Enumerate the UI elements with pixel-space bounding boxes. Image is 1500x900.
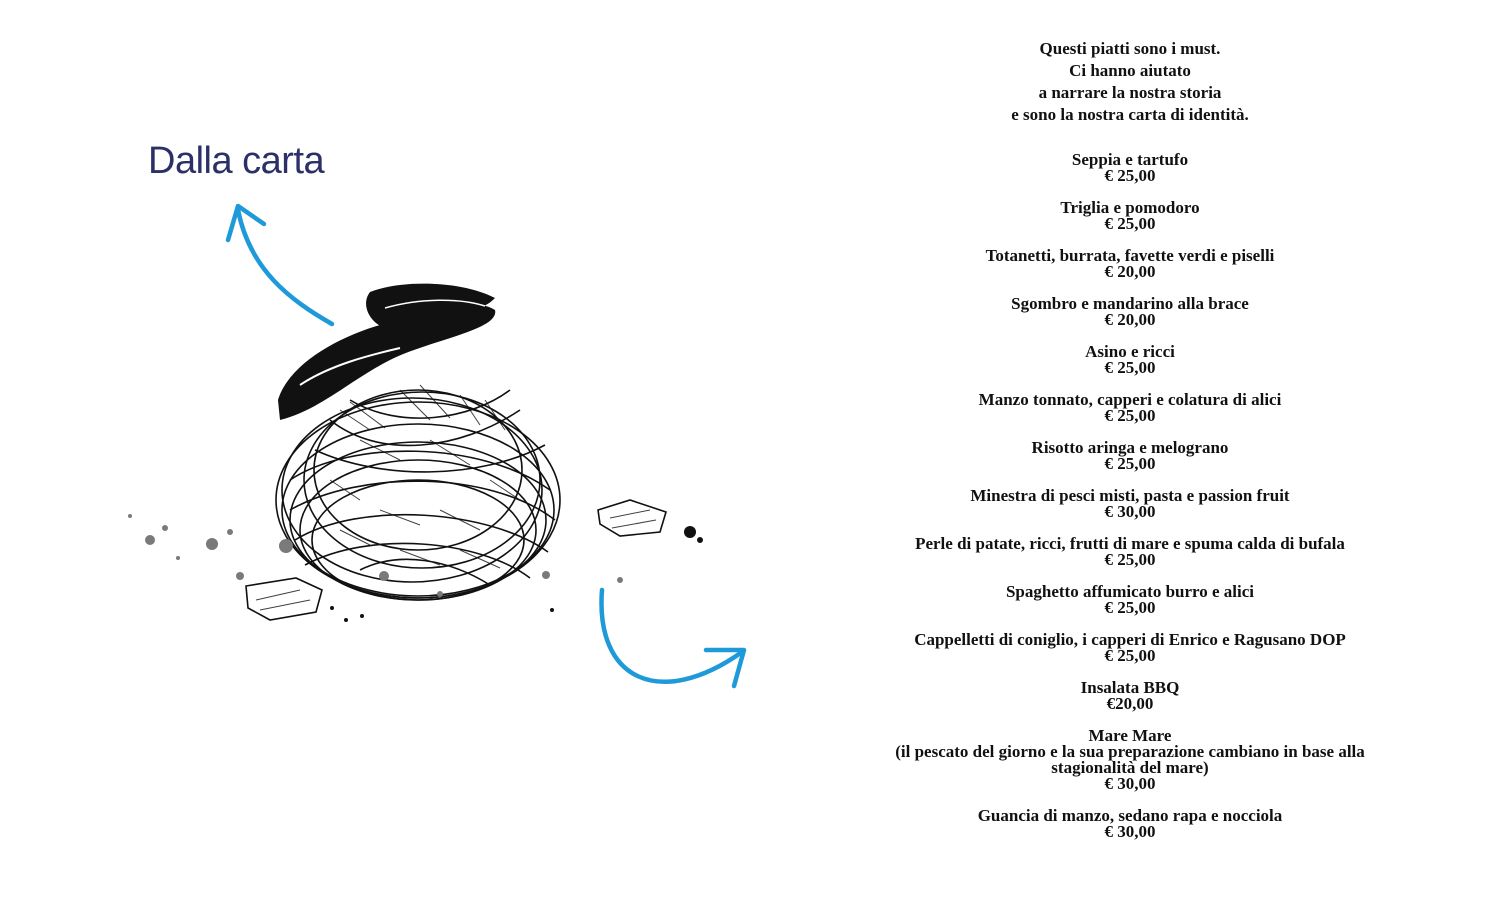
dish-item xyxy=(860,152,1400,184)
dish-name: Perle di patate, ricci, frutti di mare e spuma calda di bufala xyxy=(915,534,1345,553)
intro-text xyxy=(860,38,1400,126)
dish-price: € 25,00 xyxy=(1104,406,1156,425)
dish-name: Guancia di manzo, sedano rapa e nocciola xyxy=(977,806,1283,825)
intro-line: a narrare la nostra storia xyxy=(1038,83,1222,102)
intro-line: Ci hanno aiutato xyxy=(1069,61,1191,80)
dish-price: € 20,00 xyxy=(1104,262,1156,281)
dish-item xyxy=(860,536,1400,568)
dish-item xyxy=(860,344,1400,376)
dish-item xyxy=(860,632,1400,664)
dish-name: Insalata BBQ xyxy=(1080,678,1180,697)
dish-name: Totanetti, burrata, favette verdi e piselli xyxy=(985,246,1275,265)
dish-name: Triglia e pomodoro xyxy=(1060,198,1200,217)
dish-price: €20,00 xyxy=(1106,694,1154,713)
dish-price: € 20,00 xyxy=(1104,310,1156,329)
dish-item xyxy=(860,392,1400,424)
dish-item xyxy=(860,440,1400,472)
dish-price: € 25,00 xyxy=(1104,646,1156,665)
dish-price: € 25,00 xyxy=(1104,454,1156,473)
dish-name: Sgombro e mandarino alla brace xyxy=(1011,294,1249,313)
dish-price: € 25,00 xyxy=(1104,166,1156,185)
dish-name: Mare Mare xyxy=(1088,726,1172,745)
dish-item xyxy=(860,200,1400,232)
dish-item xyxy=(860,248,1400,280)
dish-name: Asino e ricci xyxy=(1085,342,1175,361)
dish-item xyxy=(860,808,1400,840)
dish-item xyxy=(860,728,1400,792)
dish-price: € 25,00 xyxy=(1104,358,1156,377)
spaghetti-illustration xyxy=(100,180,760,700)
dish-name: Minestra di pesci misti, pasta e passion fruit xyxy=(970,486,1290,505)
dish-name: Cappelletti di coniglio, i capperi di Enrico e Ragusano DOP xyxy=(914,630,1346,649)
dish-item xyxy=(860,680,1400,712)
dish-item xyxy=(860,296,1400,328)
arrow-up-icon xyxy=(238,210,332,324)
dish-name: Risotto aringa e melograno xyxy=(1031,438,1229,457)
pasta-nest-icon xyxy=(276,390,560,600)
dish-price: € 25,00 xyxy=(1104,550,1156,569)
dish-item xyxy=(860,488,1400,520)
dish-price: € 25,00 xyxy=(1104,598,1156,617)
dish-name: Seppia e tartufo xyxy=(1071,150,1189,169)
dish-price: € 30,00 xyxy=(1104,822,1156,841)
arrow-right-icon xyxy=(601,590,742,682)
menu xyxy=(860,38,1400,856)
dish-note: (il pescato del giorno e la sua preparazione cambiano in base alla stagionalità del mare) xyxy=(895,742,1365,777)
dish-price: € 30,00 xyxy=(1104,774,1156,793)
intro-line: e sono la nostra carta di identità. xyxy=(1011,105,1249,124)
dish-price: € 30,00 xyxy=(1104,502,1156,521)
dish-price: € 25,00 xyxy=(1104,214,1156,233)
dish-name: Spaghetto affumicato burro e alici xyxy=(1005,582,1255,601)
dish-name: Manzo tonnato, capperi e colatura di alici xyxy=(978,390,1282,409)
intro-line: Questi piatti sono i must. xyxy=(1039,39,1221,58)
section-title: Dalla carta xyxy=(148,140,325,182)
dish-item xyxy=(860,584,1400,616)
